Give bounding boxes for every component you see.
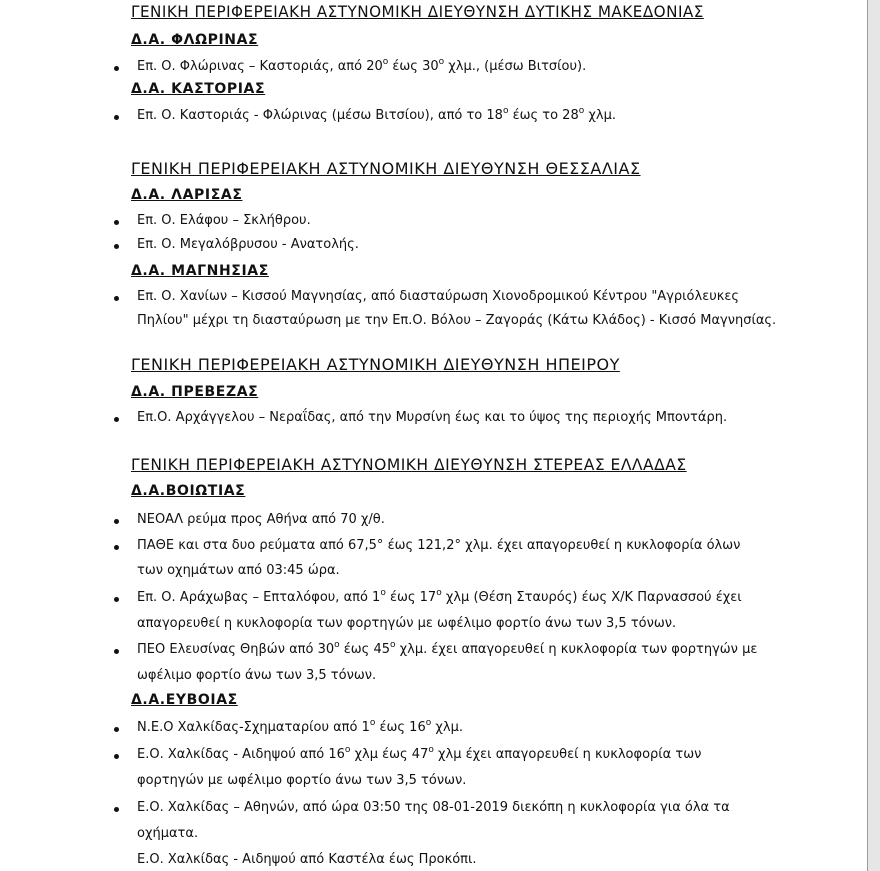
list-item-continuation: φορτηγών με ωφέλιμο φορτίο άνω των 3,5 τόνων. xyxy=(137,773,467,788)
list-item: Επ. Ο. Χανίων – Κισσού Μαγνησίας, από διασταύρωση Χιονοδρομικού Κέντρου "Αγριόλευκες xyxy=(137,289,740,304)
page-edge-scrollbar-track xyxy=(867,0,880,871)
list-item: ΝΕΟΑΛ ρεύμα προς Αθήνα από 70 χ/θ. xyxy=(137,512,385,527)
subsection-title: Δ.Α. ΜΑΓΝΗΣΙΑΣ xyxy=(131,263,269,279)
bullet xyxy=(114,597,119,602)
list-item: ΠΑΘΕ και στα δυο ρεύματα από 67,5° έως 121,2° χλμ. έχει απαγορευθεί η κυκλοφορία όλων xyxy=(137,538,741,553)
bullet xyxy=(114,66,119,71)
bullet xyxy=(114,545,119,550)
subsection-title: Δ.Α. ΚΑΣΤΟΡΙΑΣ xyxy=(131,81,266,97)
bullet xyxy=(114,754,119,759)
bullet xyxy=(114,115,119,120)
section-heading: ΓΕΝΙΚΗ ΠΕΡΙΦΕΡΕΙΑΚΗ ΑΣΤΥΝΟΜΙΚΗ ΔΙΕΥΘΥΝΣΗ ΣΤΕΡΕΑΣ ΕΛΛΑΔΑΣ xyxy=(131,455,687,474)
list-item-continuation: οχήματα. xyxy=(137,826,199,841)
bullet xyxy=(114,727,119,732)
bullet xyxy=(114,649,119,654)
list-item: Ε.Ο. Χαλκίδας – Αθηνών, από ώρα 03:50 της 08-01-2019 διεκόπη η κυκλοφορία για όλα τα xyxy=(137,800,730,815)
list-item: Επ. Ο. Φλώρινας – Καστοριάς, από $20^o$ έως $30^o$ χλμ., (μέσω Βιτσίου). xyxy=(137,57,587,74)
bullet xyxy=(114,296,119,301)
bullet xyxy=(114,807,119,812)
subsection-title: Δ.Α. ΦΛΩΡΙΝΑΣ xyxy=(131,32,259,48)
section-heading: ΓΕΝΙΚΗ ΠΕΡΙΦΕΡΕΙΑΚΗ ΑΣΤΥΝΟΜΙΚΗ ΔΙΕΥΘΥΝΣΗ ΗΠΕΙΡΟΥ xyxy=(131,355,620,374)
section-heading: ΓΕΝΙΚΗ ΠΕΡΙΦΕΡΕΙΑΚΗ ΑΣΤΥΝΟΜΙΚΗ ΔΙΕΥΘΥΝΣΗ ΘΕΣΣΑΛΙΑΣ xyxy=(131,159,641,178)
list-item-continuation: Πηλίου" μέχρι τη διασταύρωση με την Επ.Ο. Βόλου – Ζαγοράς (Κάτω Κλάδος) - Κισσό Μαγνησίας. xyxy=(137,313,777,328)
list-item-continuation: απαγορευθεί η κυκλοφορία των φορτηγών με ωφέλιμο φορτίο άνω των 3,5 τόνων. xyxy=(137,616,677,631)
subsection-title: Δ.Α.ΕΥΒΟΙΑΣ xyxy=(131,692,238,708)
list-item: Επ.Ο. Αρχάγγελου – Νεραΐδας, από την Μυρσίνη έως και το ύψος της περιοχής Μποντάρη. xyxy=(137,410,728,425)
section-heading: ΓΕΝΙΚΗ ΠΕΡΙΦΕΡΕΙΑΚΗ ΑΣΤΥΝΟΜΙΚΗ ΔΙΕΥΘΥΝΣΗ ΔΥΤΙΚΗΣ ΜΑΚΕΔΟΝΙΑΣ xyxy=(131,2,704,21)
list-item: Επ. Ο. Ελάφου – Σκλήθρου. xyxy=(137,213,311,228)
subsection-title: Δ.Α. ΛΑΡΙΣΑΣ xyxy=(131,187,243,203)
list-item: Επ. Ο. Μεγαλόβρυσου - Ανατολής. xyxy=(137,237,359,252)
list-item: Ε.Ο. Χαλκίδας - Αιδηψού από Καστέλα έως Προκόπι. xyxy=(137,852,477,867)
list-item-continuation: των οχημάτων από 03:45 ώρα. xyxy=(137,563,340,578)
bullet xyxy=(114,417,119,422)
list-item: ΠΕΟ Ελευσίνας Θηβών από $30^o$ έως $45^o$ χλμ. έχει απαγορευθεί η κυκλοφορία των φορτηγών με xyxy=(137,640,758,657)
list-item: Επ. Ο. Καστοριάς - Φλώρινας (μέσω Βιτσίου), από το $18^o$ έως το $28^o$ χλμ. xyxy=(137,106,616,123)
bullet xyxy=(114,244,119,249)
subsection-title: Δ.Α.ΒΟΙΩΤΙΑΣ xyxy=(131,483,246,499)
list-item: Ν.Ε.Ο Χαλκίδας-Σχηματαρίου από $1^o$ έως $16^o$ χλμ. xyxy=(137,718,463,735)
bullet xyxy=(114,519,119,524)
list-item: Επ. Ο. Αράχωβας – Επταλόφου, από $1^o$ έως $17^o$ χλμ (Θέση Σταυρός) έως Χ/Κ Παρνασσού έχει xyxy=(137,588,742,605)
list-item: Ε.Ο. Χαλκίδας - Αιδηψού από $16^o$ χλμ έως $47^o$ χλμ έχει απαγορευθεί η κυκλοφορία των xyxy=(137,745,702,762)
subsection-title: Δ.Α. ΠΡΕΒΕΖΑΣ xyxy=(131,384,259,400)
list-item-continuation: ωφέλιμο φορτίο άνω των 3,5 τόνων. xyxy=(137,668,377,683)
bullet xyxy=(114,220,119,225)
